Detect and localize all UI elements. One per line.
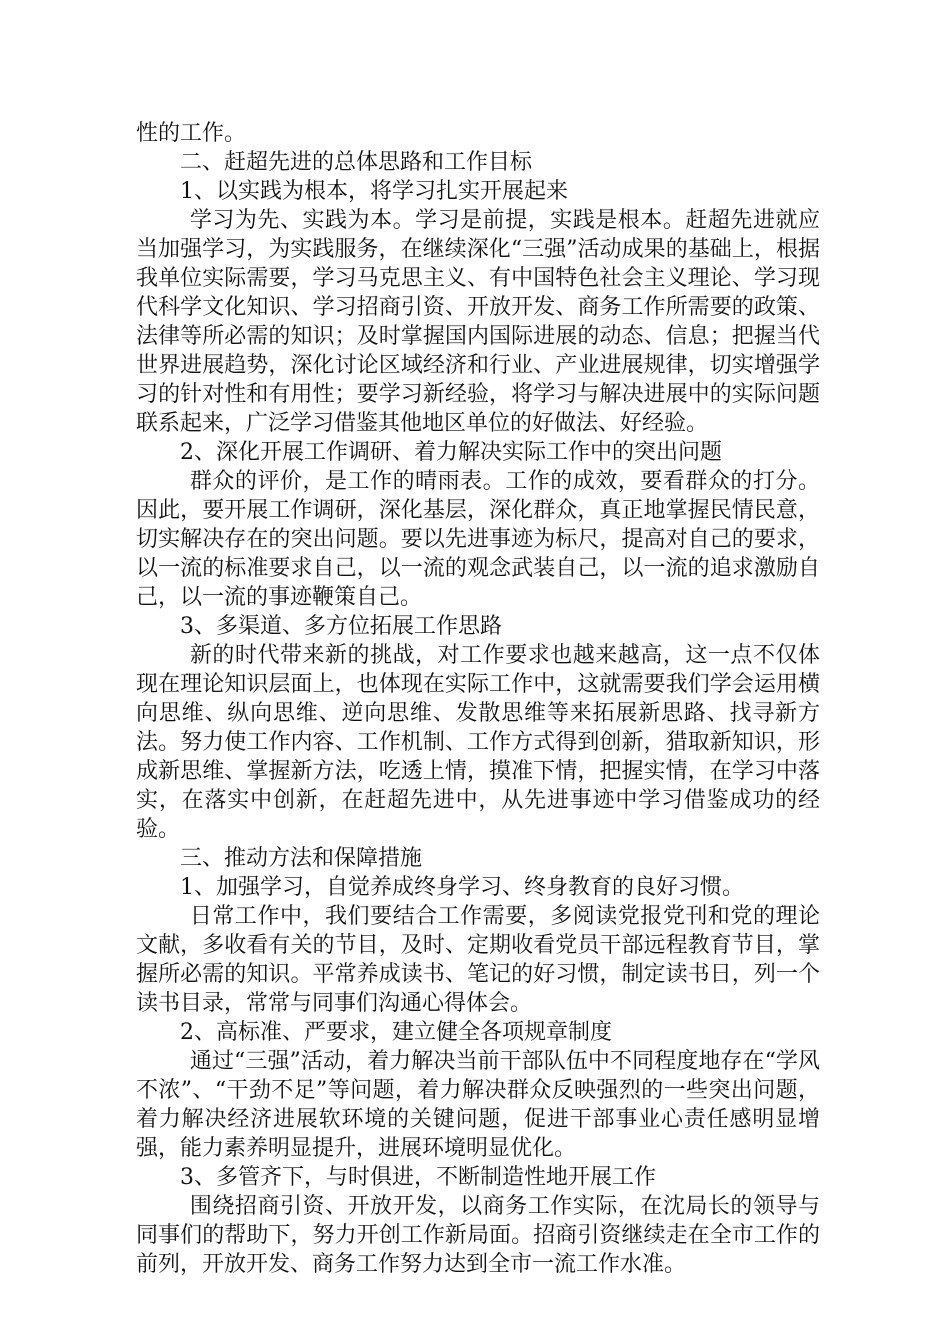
paragraph-3-1: 日常工作中，我们要结合工作需要，多阅读党报党刊和党的理论文献，多收看有关的节目，及时、定期收看党员干部远程教育节目，掌握所必需的知识。平常养成读书、笔记的好习惯，制定读书日，列一个读书目录，常常与同事们沟通心得体会。 (136, 904, 820, 1016)
paragraph-2-2: 群众的评价，是工作的晴雨表。工作的成效，要看群众的打分。因此，要开展工作调研，深化基层，深化群众，真正地掌握民情民意，切实解决存在的突出问题。要以先进事迹为标尺，提高对自己的要求，以一流的标准要求自己，以一流的观念武装自己，以一流的追求激励自己，以一流的事迹鞭策自己。 (136, 469, 820, 610)
paragraph-2-3: 新的时代带来新的挑战，对工作要求也越来越高，这一点不仅体现在理论知识层面上，也体现在实际工作中，这就需要我们学会运用横向思维、纵向思维、逆向思维、发散思维等来拓展新思路、找寻新方法。努力使工作内容、工作机制、工作方式得到创新，猎取新知识，形成新思维、掌握新方法，吃透上情，摸准下情，把握实情，在学习中落实，在落实中创新，在赶超先进中，从先进事迹中学习借鉴成功的经验。 (136, 643, 820, 842)
paragraph-continuation: 性的工作。 (136, 121, 247, 146)
document-body (136, 119, 820, 1279)
section-heading-2: 二、赶超先进的总体思路和工作目标 (180, 150, 533, 175)
paragraph-2-1: 学习为先、实践为本。学习是前提，实践是根本。赶超先进就应当加强学习，为实践服务，在继续深化“三强”活动成果的基础上，根据我单位实际需要，学习马克思主义、有中国特色社会主义理论、学习现代科学文化知识、学习招商引资、开放开发、商务工作所需要的政策、法律等所必需的知识；及时掌握国内国际进展的动态、信息；把握当代世界进展趋势，深化讨论区域经济和行业、产业进展规律，切实增强学习的针对性和有用性；要学习新经验，将学习与解决进展中的实际问题联系起来，广泛学习借鉴其他地区单位的好做法、好经验。 (136, 208, 820, 436)
subheading-3-2: 2、高标准、严要求，建立健全各项规章制度 (180, 1020, 612, 1045)
paragraph-3-3: 围绕招商引资、开放开发，以商务工作实际，在沈局长的领导与同事们的帮助下，努力开创工作新局面。招商引资继续走在全市工作的前列，开放开发、商务工作努力达到全市一流工作水准。 (136, 1194, 820, 1277)
subheading-2-1: 1、以实践为根本，将学习扎实开展起来 (180, 179, 568, 204)
subheading-3-3: 3、多管齐下，与时俱进，不断制造性地开展工作 (180, 1165, 656, 1190)
subheading-2-2: 2、深化开展工作调研、着力解决实际工作中的突出问题 (180, 440, 722, 465)
subheading-3-1: 1、加强学习，自觉养成终身学习、终身教育的良好习惯。 (180, 875, 744, 900)
paragraph-3-2: 通过“三强”活动，着力解决当前干部队伍中不同程度地存在“学风不浓”、“干劲不足”等问题，着力解决群众反映强烈的一些突出问题，着力解决经济进展软环境的关键问题，促进干部事业心责任感明显增强，能力素养明显提升，进展环境明显优化。 (136, 1049, 820, 1161)
section-heading-3: 三、推动方法和保障措施 (180, 846, 423, 871)
subheading-2-3: 3、多渠道、多方位拓展工作思路 (180, 614, 502, 639)
